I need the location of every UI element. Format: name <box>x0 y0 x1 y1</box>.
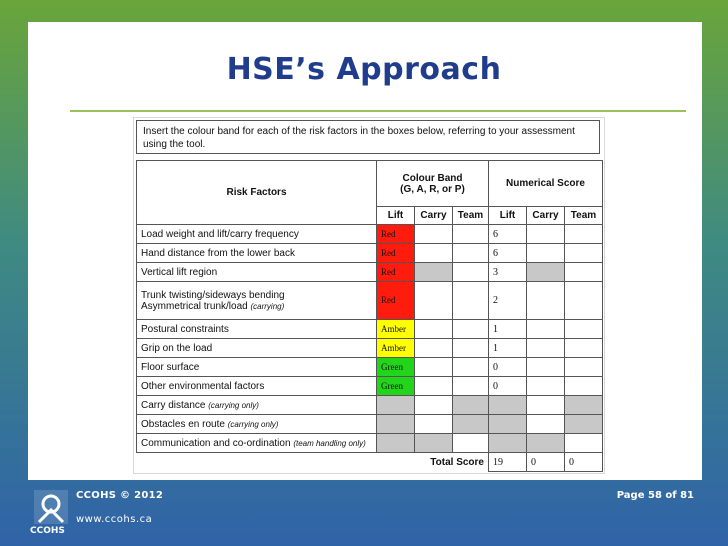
band-carry-cell <box>415 434 453 453</box>
score-lift-header: Lift <box>489 207 527 225</box>
score-team-cell[interactable] <box>565 377 603 396</box>
score-team-cell <box>565 415 603 434</box>
table-row <box>137 320 603 339</box>
risk-factor-label: Trunk twisting/sideways bending Asymmetrical trunk/load (carrying) <box>137 282 377 320</box>
score-carry-header: Carry <box>527 207 565 225</box>
score-team-cell[interactable] <box>565 320 603 339</box>
risk-factor-label: Hand distance from the lower back <box>137 244 377 263</box>
band-carry-cell[interactable] <box>415 377 453 396</box>
total-row <box>137 453 603 472</box>
band-team-header: Team <box>453 207 489 225</box>
total-score-label: Total Score <box>430 456 484 468</box>
score-lift-cell[interactable]: 0 <box>489 377 527 396</box>
score-lift-cell[interactable]: 3 <box>489 263 527 282</box>
band-lift-cell <box>377 434 415 453</box>
numerical-score-header: Numerical Score <box>489 161 603 207</box>
score-carry-cell[interactable] <box>527 244 565 263</box>
risk-factor-label: Obstacles en route (carrying only) <box>137 415 377 434</box>
score-team-cell[interactable] <box>565 358 603 377</box>
score-carry-cell <box>527 434 565 453</box>
score-carry-cell[interactable] <box>527 225 565 244</box>
copyright-text: CCOHS © 2012 <box>76 490 164 501</box>
risk-factor-label: Carry distance (carrying only) <box>137 396 377 415</box>
score-carry-cell[interactable] <box>527 282 565 320</box>
band-carry-cell[interactable] <box>415 282 453 320</box>
band-lift-cell[interactable]: Amber <box>377 339 415 358</box>
band-lift-cell[interactable]: Amber <box>377 320 415 339</box>
risk-factor-label: Grip on the load <box>137 339 377 358</box>
score-lift-cell[interactable]: 2 <box>489 282 527 320</box>
score-carry-cell[interactable] <box>527 320 565 339</box>
band-team-cell[interactable] <box>453 225 489 244</box>
score-lift-cell <box>489 396 527 415</box>
score-team-cell <box>565 396 603 415</box>
band-carry-cell[interactable] <box>415 358 453 377</box>
band-carry-cell[interactable] <box>415 339 453 358</box>
band-lift-cell[interactable]: Red <box>377 225 415 244</box>
band-carry-cell <box>415 263 453 282</box>
total-carry-value: 0 <box>527 453 565 472</box>
total-team-value: 0 <box>565 453 603 472</box>
score-lift-cell[interactable]: 1 <box>489 339 527 358</box>
band-lift-cell <box>377 415 415 434</box>
risk-table <box>136 160 603 472</box>
band-lift-cell[interactable]: Red <box>377 282 415 320</box>
band-team-cell <box>453 396 489 415</box>
band-carry-cell[interactable] <box>415 415 453 434</box>
risk-factor-label: Communication and co-ordination (team handling only) <box>137 434 377 453</box>
score-carry-cell[interactable] <box>527 358 565 377</box>
band-team-cell[interactable] <box>453 358 489 377</box>
band-carry-header: Carry <box>415 207 453 225</box>
score-team-cell[interactable] <box>565 225 603 244</box>
table-row <box>137 244 603 263</box>
band-lift-cell <box>377 396 415 415</box>
assessment-document <box>134 118 604 473</box>
band-team-cell[interactable] <box>453 320 489 339</box>
score-team-cell[interactable] <box>565 282 603 320</box>
risk-factor-label: Vertical lift region <box>137 263 377 282</box>
band-lift-header: Lift <box>377 207 415 225</box>
band-lift-cell[interactable]: Red <box>377 244 415 263</box>
band-team-cell[interactable] <box>453 282 489 320</box>
band-team-cell <box>453 415 489 434</box>
band-carry-cell[interactable] <box>415 244 453 263</box>
risk-factor-label: Load weight and lift/carry frequency <box>137 225 377 244</box>
band-lift-cell[interactable]: Green <box>377 358 415 377</box>
risk-factor-label: Postural constraints <box>137 320 377 339</box>
instruction-text: Insert the colour band for each of the risk factors in the boxes below, referring to your assessment using the tool. <box>136 120 600 154</box>
colour-band-header <box>377 161 489 207</box>
band-team-cell[interactable] <box>453 339 489 358</box>
score-lift-cell <box>489 434 527 453</box>
website-link[interactable]: www.ccohs.ca <box>76 514 153 525</box>
page-number: Page 58 of 81 <box>616 490 694 501</box>
score-lift-cell[interactable]: 1 <box>489 320 527 339</box>
band-carry-cell[interactable] <box>415 320 453 339</box>
colour-band-sublabel: (G, A, R, or P) <box>400 183 465 195</box>
table-row <box>137 358 603 377</box>
table-row <box>137 396 603 415</box>
risk-factor-label: Other environmental factors <box>137 377 377 396</box>
band-carry-cell[interactable] <box>415 396 453 415</box>
score-team-cell[interactable] <box>565 339 603 358</box>
score-team-cell[interactable] <box>565 434 603 453</box>
band-team-cell[interactable] <box>453 244 489 263</box>
slide-title: HSE’s Approach <box>226 52 502 87</box>
score-carry-cell[interactable] <box>527 339 565 358</box>
risk-factor-label: Floor surface <box>137 358 377 377</box>
score-carry-cell[interactable] <box>527 415 565 434</box>
table-row <box>137 377 603 396</box>
score-lift-cell[interactable]: 6 <box>489 225 527 244</box>
title-divider <box>70 110 686 112</box>
score-lift-cell <box>489 415 527 434</box>
score-lift-cell[interactable]: 0 <box>489 358 527 377</box>
table-row <box>137 282 603 320</box>
score-carry-cell[interactable] <box>527 377 565 396</box>
band-team-cell[interactable] <box>453 434 489 453</box>
band-lift-cell[interactable]: Green <box>377 377 415 396</box>
table-row <box>137 434 603 453</box>
band-lift-cell[interactable]: Red <box>377 263 415 282</box>
colour-band-label: Colour Band <box>402 172 463 184</box>
score-carry-cell[interactable] <box>527 396 565 415</box>
score-team-header: Team <box>565 207 603 225</box>
table-row <box>137 225 603 244</box>
score-carry-cell <box>527 263 565 282</box>
table-row <box>137 339 603 358</box>
band-team-cell[interactable] <box>453 263 489 282</box>
table-row <box>137 415 603 434</box>
table-row <box>137 263 603 282</box>
band-team-cell[interactable] <box>453 377 489 396</box>
logo-text: CCOHS <box>30 526 65 536</box>
score-lift-cell[interactable]: 6 <box>489 244 527 263</box>
score-team-cell[interactable] <box>565 244 603 263</box>
band-carry-cell[interactable] <box>415 225 453 244</box>
risk-factors-header: Risk Factors <box>137 161 377 225</box>
score-team-cell[interactable] <box>565 263 603 282</box>
total-lift-value: 19 <box>489 453 527 472</box>
